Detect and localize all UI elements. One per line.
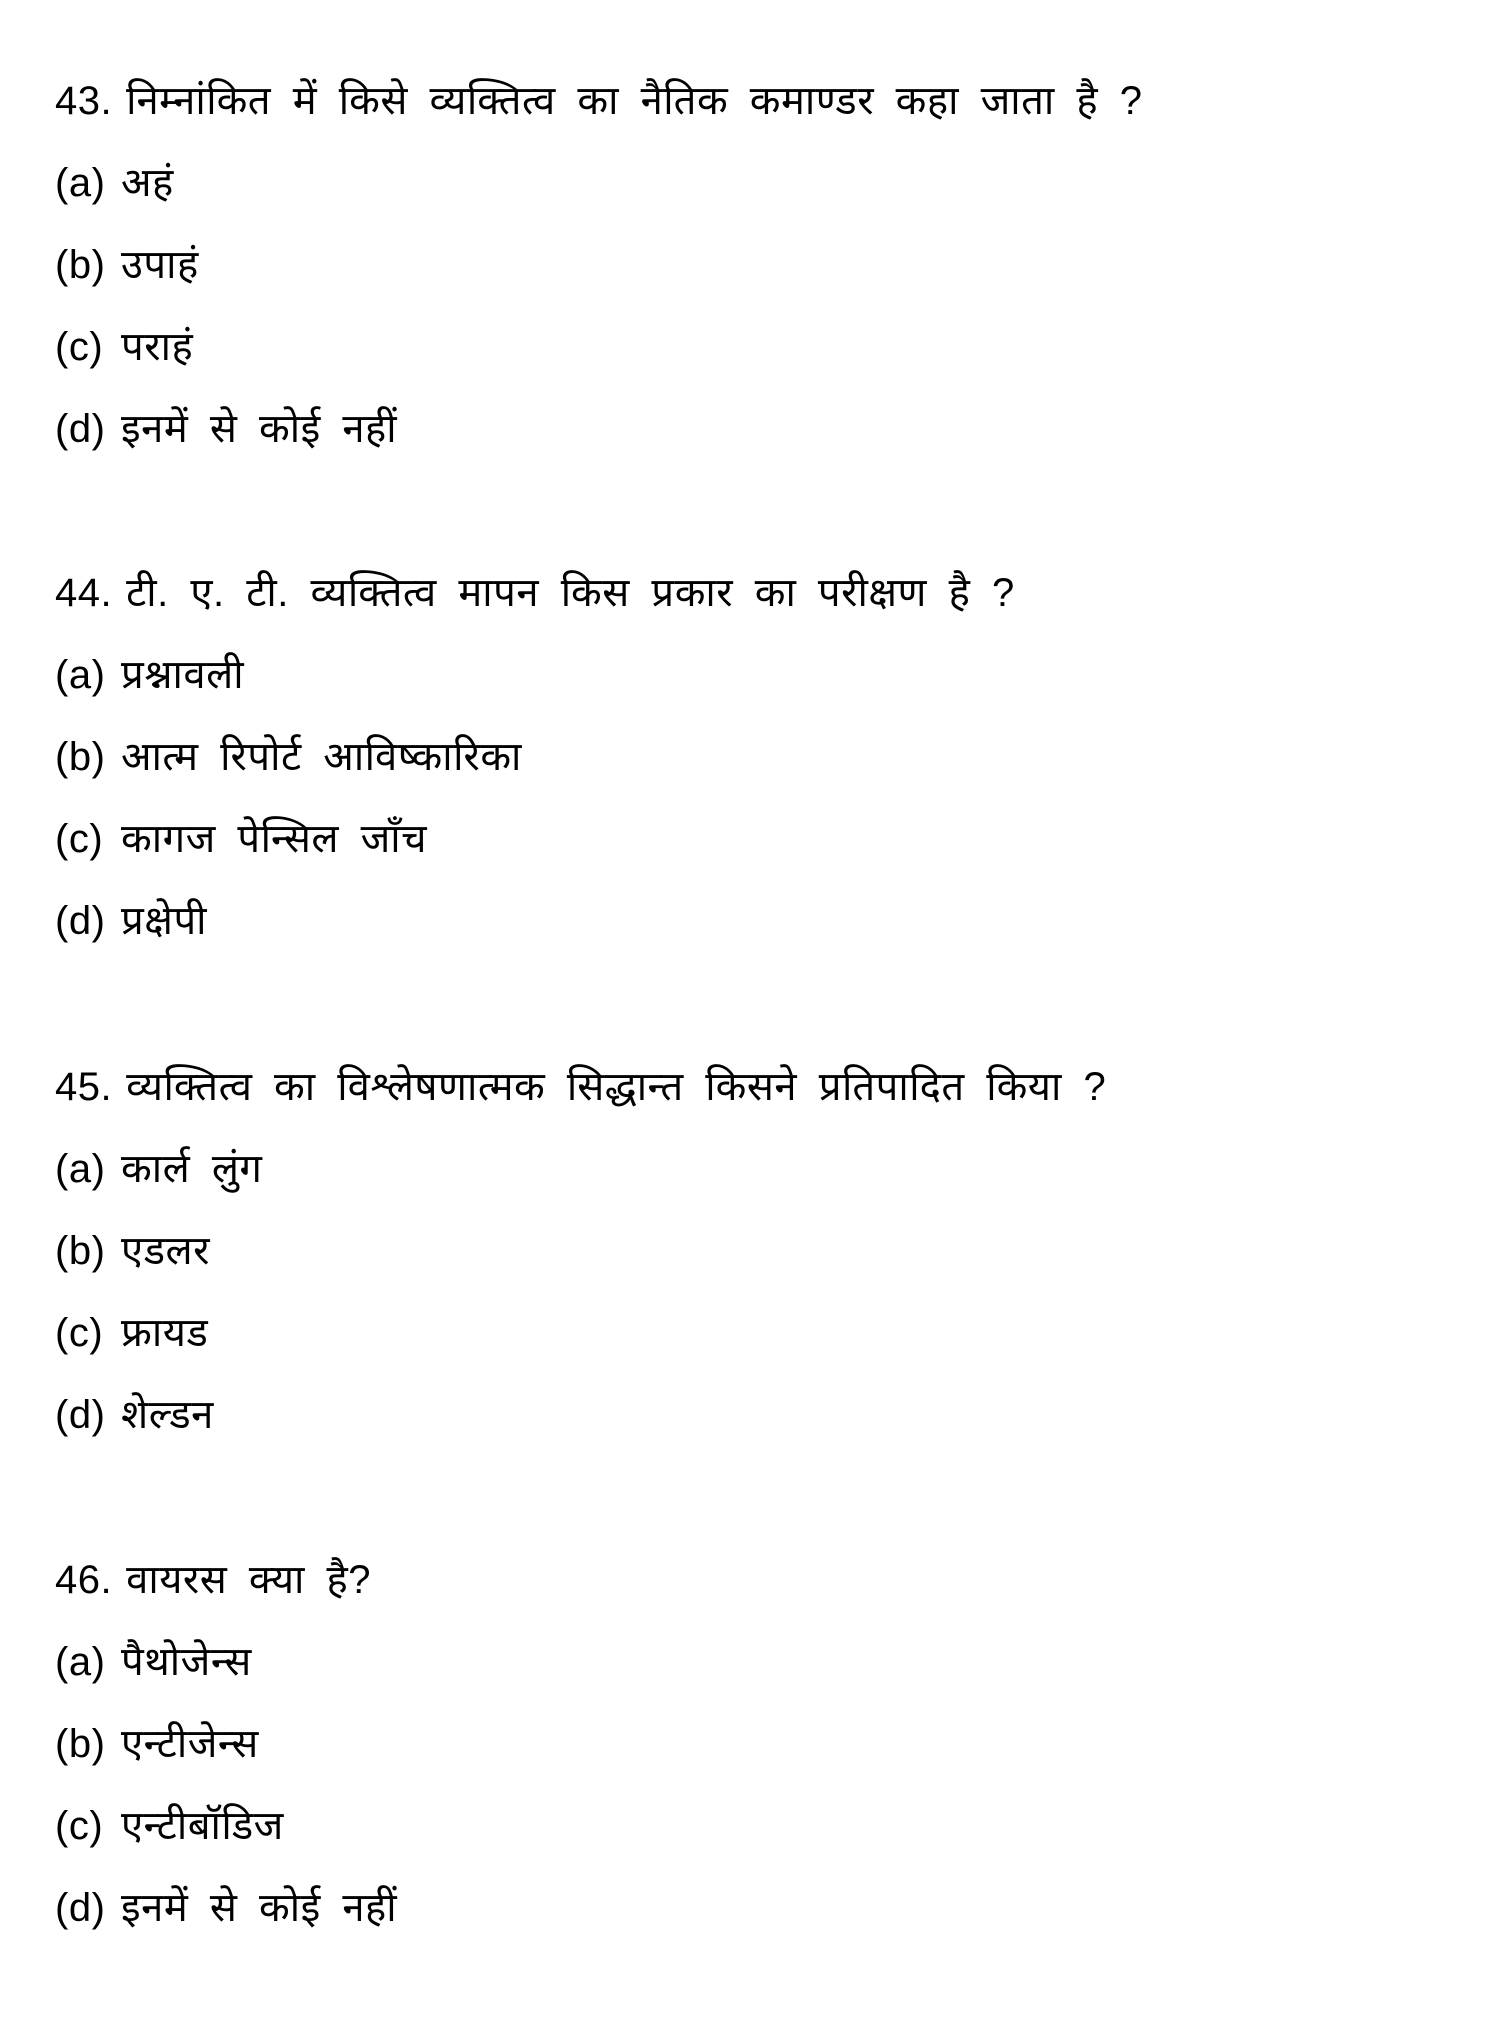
option-text: उपाहं xyxy=(121,243,199,287)
option-label: (d) xyxy=(55,407,106,451)
option-label: (c) xyxy=(55,1311,104,1355)
question-44 xyxy=(55,552,1455,962)
option-b xyxy=(55,224,1455,306)
option-label: (d) xyxy=(55,899,106,943)
option-text: कार्ल लुंग xyxy=(121,1147,263,1191)
option-label: (b) xyxy=(55,1229,106,1273)
option-text: फ्रायड xyxy=(121,1311,209,1355)
option-text: आत्म रिपोर्ट आविष्कारिका xyxy=(121,735,522,779)
option-d xyxy=(55,1374,1455,1456)
question-text: टी. ए. टी. व्यक्तित्व मापन किस प्रकार का परीक्षण है ? xyxy=(126,571,1015,615)
question-text: वायरस क्या है? xyxy=(126,1558,371,1602)
question-text: व्यक्तित्व का विश्लेषणात्मक सिद्धान्त किसने प्रतिपादित किया ? xyxy=(126,1065,1107,1109)
option-text: एन्टीजेन्स xyxy=(121,1722,259,1766)
option-text: इनमें से कोई नहीं xyxy=(121,407,398,451)
question-stem xyxy=(55,1046,1455,1128)
option-label: (a) xyxy=(55,161,106,205)
option-d xyxy=(55,388,1455,470)
option-c xyxy=(55,798,1455,880)
option-text: एडलर xyxy=(121,1229,210,1273)
option-b xyxy=(55,716,1455,798)
option-text: प्रक्षेपी xyxy=(121,899,208,943)
option-c xyxy=(55,306,1455,388)
option-label: (b) xyxy=(55,735,106,779)
option-a xyxy=(55,1128,1455,1210)
option-label: (b) xyxy=(55,1722,106,1766)
question-stem xyxy=(55,1539,1455,1621)
option-label: (c) xyxy=(55,817,104,861)
question-43 xyxy=(55,60,1455,470)
option-d xyxy=(55,1867,1455,1949)
question-text: निम्नांकित में किसे व्यक्तित्व का नैतिक कमाण्डर कहा जाता है ? xyxy=(126,79,1143,123)
question-45 xyxy=(55,1046,1455,1456)
option-label: (c) xyxy=(55,325,104,369)
question-46 xyxy=(55,1539,1455,1949)
option-label: (a) xyxy=(55,1147,106,1191)
option-text: प्रश्नावली xyxy=(121,653,245,697)
option-c xyxy=(55,1292,1455,1374)
question-stem xyxy=(55,60,1455,142)
option-c xyxy=(55,1785,1455,1867)
option-a xyxy=(55,634,1455,716)
option-label: (b) xyxy=(55,243,106,287)
option-text: पराहं xyxy=(121,325,194,369)
option-a xyxy=(55,1621,1455,1703)
option-label: (a) xyxy=(55,653,106,697)
option-d xyxy=(55,880,1455,962)
question-number: 43. xyxy=(55,79,113,123)
option-b xyxy=(55,1210,1455,1292)
option-label: (a) xyxy=(55,1640,106,1684)
option-label: (c) xyxy=(55,1804,104,1848)
option-text: एन्टीबॉडिज xyxy=(121,1804,284,1848)
option-b xyxy=(55,1703,1455,1785)
option-text: कागज पेन्सिल जाँच xyxy=(121,817,428,861)
option-text: पैथोजेन्स xyxy=(121,1640,252,1684)
question-number: 46. xyxy=(55,1558,113,1602)
question-number: 45. xyxy=(55,1065,113,1109)
option-text: शेल्डन xyxy=(121,1393,214,1437)
option-label: (d) xyxy=(55,1886,106,1930)
option-text: अहं xyxy=(121,161,174,205)
option-label: (d) xyxy=(55,1393,106,1437)
option-a xyxy=(55,142,1455,224)
option-text: इनमें से कोई नहीं xyxy=(121,1886,398,1930)
question-number: 44. xyxy=(55,571,113,615)
question-stem xyxy=(55,552,1455,634)
